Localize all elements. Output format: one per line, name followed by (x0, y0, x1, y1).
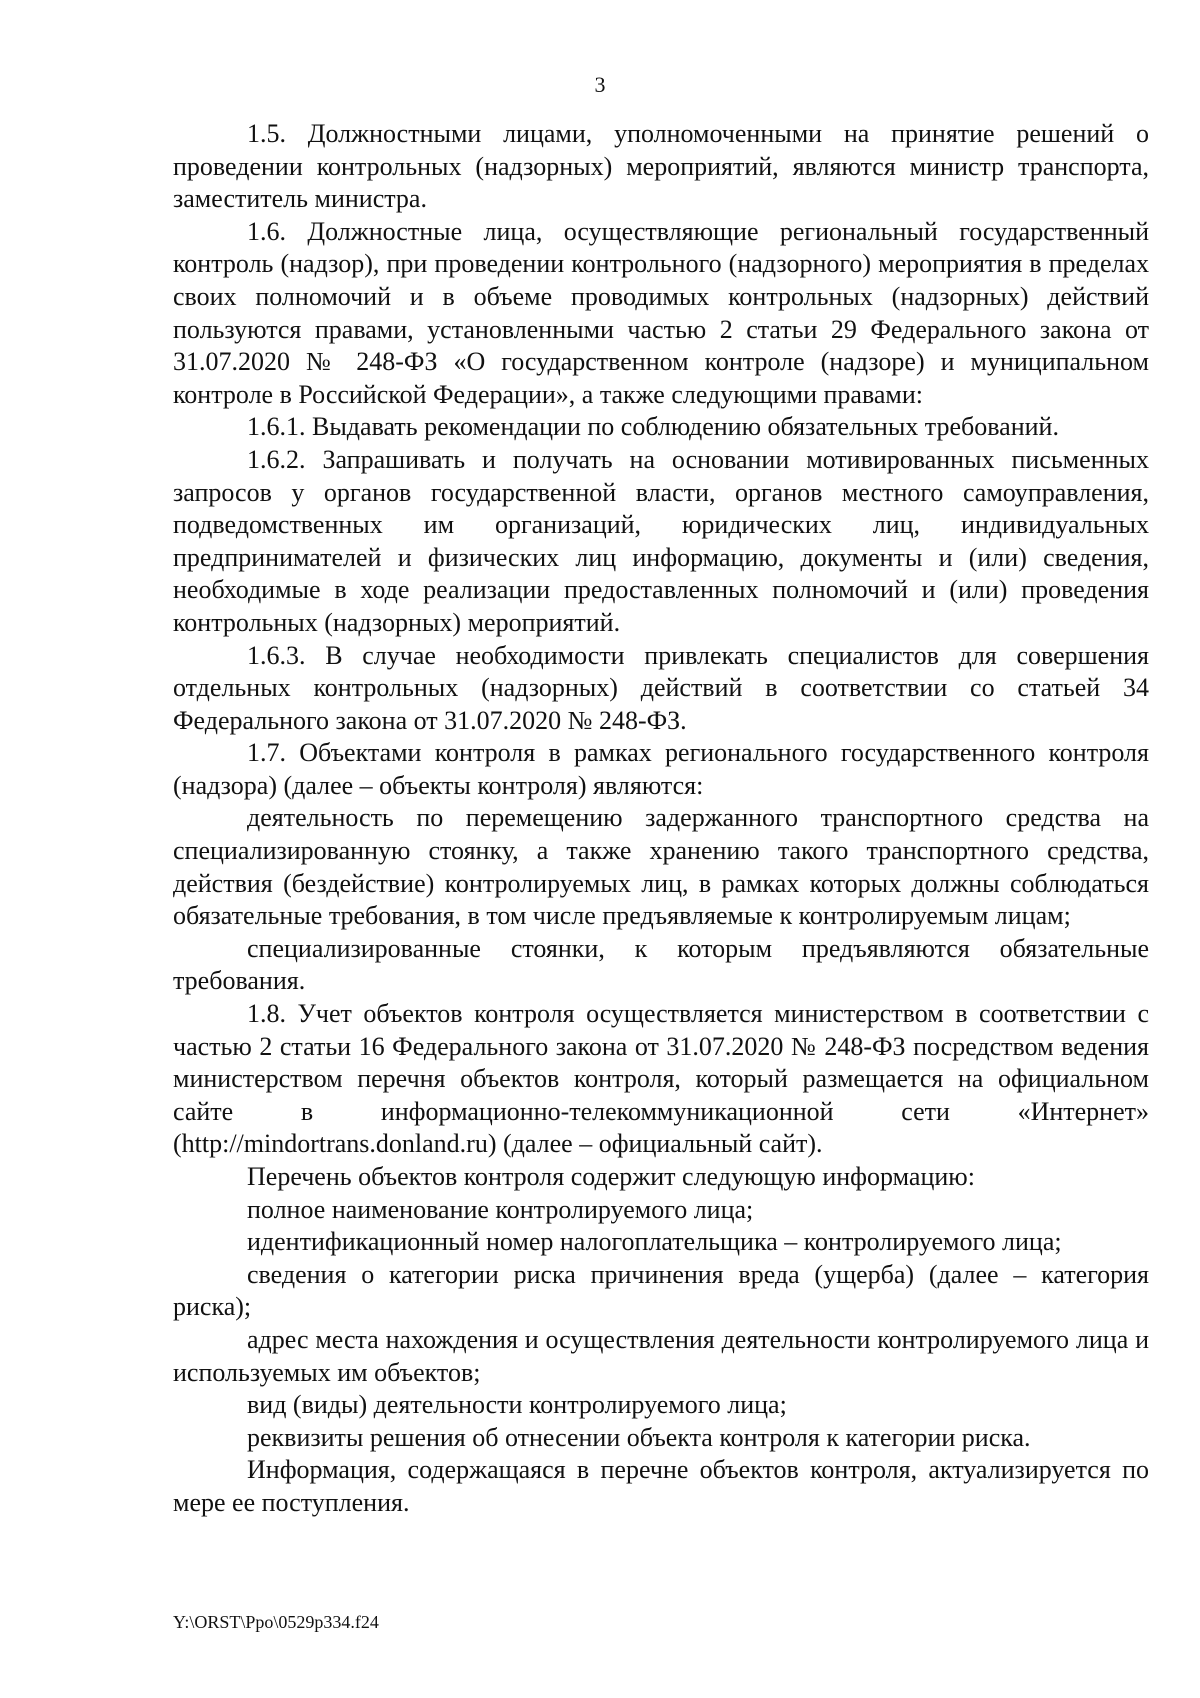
paragraph-1-7: 1.7. Объектами контроля в рамках регионального государственного контроля (надзора) (далее – объекты контроля) являются: (173, 738, 1149, 800)
paragraph-1-6-1: 1.6.1. Выдавать рекомендации по соблюдению обязательных требований. (247, 412, 1059, 442)
list-item-full-name: полное наименование контролируемого лица; (247, 1194, 754, 1224)
paragraph-1-6-2: 1.6.2. Запрашивать и получать на основании мотивированных письменных запросов у органов государственной власти, органов местного самоуправления, подведомственных им организаций, юридических лиц, индивидуальных предпринимателей и физических лиц информацию, документы и (или) сведения, необходимые в ходе реализации предоставленных полномочий и (или) проведения контрольных (надзорных) мероприятий. (173, 444, 1149, 637)
list-item-decision-details: реквизиты решения об отнесении объекта контроля к категории риска. (247, 1422, 1031, 1452)
paragraph-control-object-activity: деятельность по перемещению задержанного транспортного средства на специализированную стоянку, а также хранению такого транспортного средства, действия (бездействие) контролируемых лиц, в рамках которых должны соблюдаться обязательные требования, в том числе предъявляемые к контролируемым лицам; (173, 803, 1149, 931)
document-body (173, 118, 1149, 1520)
paragraph-information-update: Информация, содержащаяся в перечне объектов контроля, актуализируется по мере ее поступления. (173, 1455, 1149, 1517)
list-item-address: адрес места нахождения и осуществления деятельности контролируемого лица и используемых им объектов; (173, 1324, 1149, 1387)
list-item-risk-category: сведения о категории риска причинения вреда (ущерба) (далее – категория риска); (173, 1259, 1149, 1322)
list-item-activity-type: вид (виды) деятельности контролируемого лица; (247, 1390, 787, 1420)
paragraph-control-object-parking: специализированные стоянки, к которым предъявляются обязательные требования. (173, 933, 1149, 996)
page-number: 3 (594, 72, 606, 97)
paragraph-list-intro: Перечень объектов контроля содержит следующую информацию: (247, 1162, 975, 1191)
file-path-footer: Y:\ORST\Ppo\0529p334.f24 (173, 1612, 379, 1632)
paragraph-1-8: 1.8. Учет объектов контроля осуществляется министерством в соответствии с частью 2 статьи 16 Федерального закона от 31.07.2020 № 248-ФЗ посредством ведения министерством перечня объектов контроля, который размещается на официальном сайте в информационно-телекоммуникационной сети «Интернет» (http://mindortrans.donland.ru) (далее – официальный сайт). (173, 999, 1149, 1159)
paragraph-1-5: 1.5. Должностными лицами, уполномоченными на принятие решений о проведении контрольных (надзорных) мероприятий, являются министр транспорта, заместитель министра. (173, 119, 1149, 214)
paragraph-1-6-3: 1.6.3. В случае необходимости привлекать специалистов для совершения отдельных контрольных (надзорных) действий в соответствии со статьей 34 Федерального закона от 31.07.2020 № 248-ФЗ. (173, 640, 1149, 735)
list-item-inn: идентификационный номер налогоплательщика – контролируемого лица; (247, 1227, 1062, 1257)
paragraph-1-6: 1.6. Должностные лица, осуществляющие региональный государственный контроль (надзор), при проведении контрольного (надзорного) мероприятия в пределах своих полномочий и в объеме проводимых контрольных (надзорных) действий пользуются правами, установленными частью 2 статьи 29 Федерального закона от 31.07.2020 № 248-ФЗ «О государственном контроле (надзоре) и муниципальном контроле в Российской Федерации», а также следующими правами: (173, 216, 1149, 409)
